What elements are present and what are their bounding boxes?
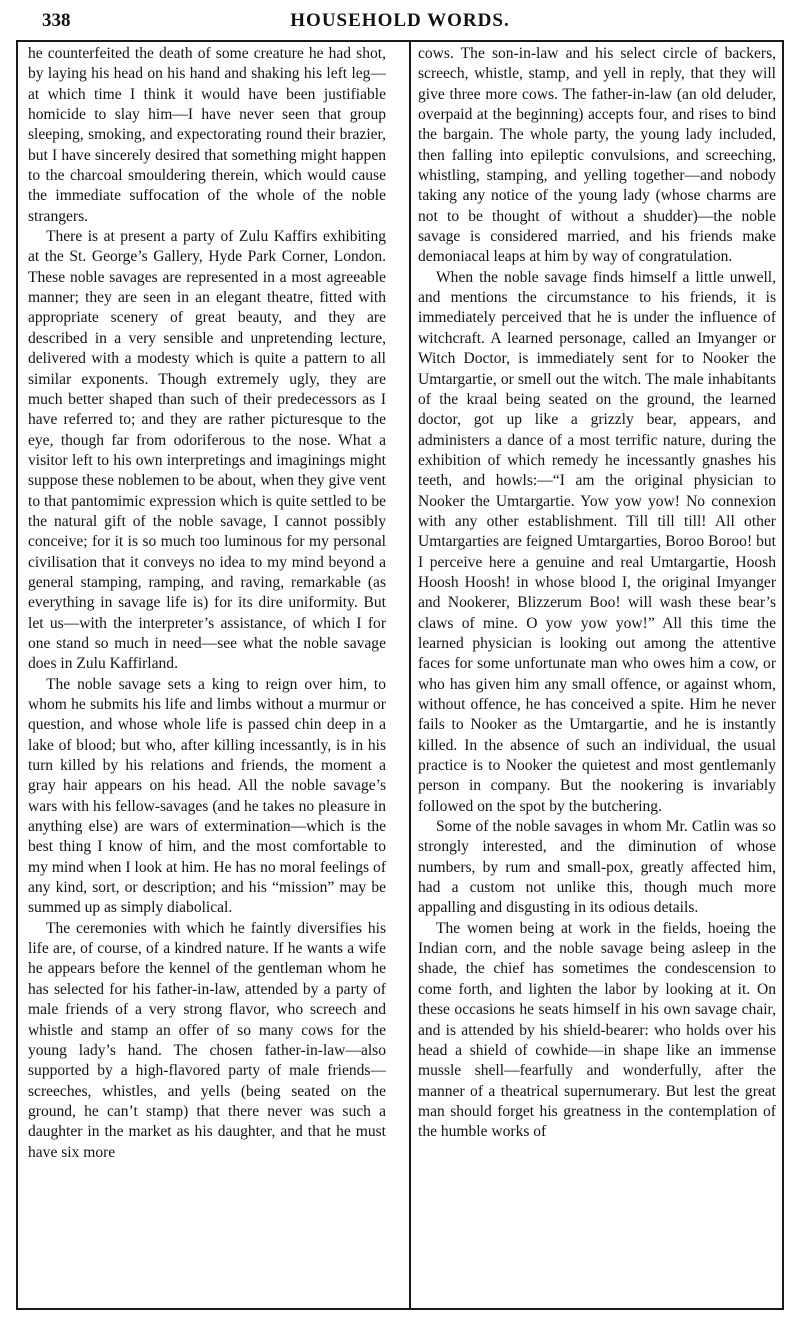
paragraph: Some of the noble savages in whom Mr. Catlin was so strongly interested, and the diminution of whose numbers, by rum and small-pox, greatly affected him, had a custom not unlike this, though much more appalling and disgusting in its odious details. xyxy=(418,818,776,917)
paragraph: The women being at work in the fields, hoeing the Indian corn, and the noble savage being asleep in the shade, the chief has sometimes the condescension to come forth, and lighten the labor by looking at it. On these occasions he seats himself in his own savage chair, and is attended by his shield-bearer: who holds over his head a shield of cowhide—in shape like an immense mussle shell—fearfully and wonderfully, after the manner of a theatrical supernumerary. But lest the great man should forget his greatness in the contemplation of the humble works of xyxy=(418,919,776,1141)
right-column xyxy=(418,44,776,1302)
page-number: 338 xyxy=(42,10,71,31)
left-column xyxy=(28,44,386,1302)
paragraph: The ceremonies with which he faintly diversifies his life are, of course, of a kindred nature. If he wants a wife he appears before the kennel of the gentleman whom he has selected for his father-in-law, attended by a party of male friends of a very strong flavor, who screech and whistle and stamp an offer of so many cows for the young lady’s hand. The chosen father-in-law—also supported by a high-flavored party of male friends—screeches, whistles, and yells (being seated on the ground, he can’t stamp) that there never was such a daughter in the market as his daughter, and that he must have six more xyxy=(28,919,386,1161)
page-header xyxy=(16,0,784,40)
running-title: HOUSEHOLD WORDS. xyxy=(290,10,510,31)
paragraph: cows. The son-in-law and his select circle of backers, screech, whistle, stamp, and yell in reply, that they will give three more cows. The father-in-law (an old deluder, overpaid at the beginning) accepts four, and rises to bind the bargain. The whole party, the young lady included, then falling into epileptic convulsions, and screeching, whistling, stamping, and yelling together—and nobody taking any notice of the young lady (whose charms are not to be thought of without a shudder)—the noble savage is considered married, and his friends make demoniacal leaps at him by way of congratulation. xyxy=(418,45,776,266)
paragraph: he counterfeited the death of some creature he had shot, by laying his head on his hand and shaking his left leg—at which time I think it would have been justifiable homicide to slay him—I have never seen that group sleeping, smoking, and expectorating round their brazier, but I have sincerely desired that something might happen to the charcoal smouldering therein, which would cause the immediate suffocation of the whole of the noble strangers. xyxy=(28,45,386,225)
paragraph: When the noble savage finds himself a little unwell, and mentions the circumstance to his friends, it is immediately perceived that he is under the influence of witchcraft. A learned personage, called an Imyanger or Witch Doctor, is immediately sent for to Nooker the Umtargartie, or smell out the witch. The male inhabitants of the kraal being seated on the ground, the learned doctor, got up like a grizzly bear, appears, and administers a dance of a most terrific nature, during the exhibition of which remedy he incessantly gnashes his teeth, and howls:—“I am the original physician to Nooker the Umtargartie. Yow yow yow! No connexion with any other establishment. Till till till! All other Umtargarties are feigned Umtargarties, Boroo Boroo! but I perceive here a genuine and real Umtargartie, Hoosh Hoosh Hoosh! in whose blood I, the original Imyanger and Nookerer, Blizzerum Boo! will wash these bear’s claws of mine. O yow yow yow!” All this time the learned physician is looking out among the attentive faces for some unfortunate man who owes him a cow, or who has given him any small offence, or against whom, without offence, he has conceived a spite. Him he never fails to Nooker as the Umtargartie, and he is instantly killed. In the absence of such an individual, the usual practice is to Nooker the quietest and most gentlemanly person in company. But the nookering is invariably followed on the spot by the butchering. xyxy=(418,268,776,815)
paragraph: There is at present a party of Zulu Kaffirs exhibiting at the St. George’s Gallery, Hyde Park Corner, London. These noble savages are represented in a most agreeable manner; they are seen in an elegant theatre, fitted with appropriate scenery of great beauty, and they are described in a very sensible and unpretending lecture, delivered with a modesty which is quite a pattern to all similar exponents. Though extremely ugly, they are much better shaped than such of their predecessors as I have referred to; and they are rather picturesque to the eye, though far from odoriferous to the nose. What a visitor left to his own interpretings and imaginings might suppose these noblemen to be about, when they give vent to that pantomimic expression which is quite settled to be the natural gift of the noble savage, I cannot possibly conceive; for it is so much too luminous for my personal civilisation that it conveys no idea to my mind beyond a general stamping, ramping, and raving, remarkable (as everything in savage life is) for its dire uniformity. But let us—with the interpreter’s assistance, of which I for one stand so much in need—see what the noble savage does in Zulu Kaffirland. xyxy=(28,228,386,673)
page-frame xyxy=(16,40,784,1310)
paragraph: The noble savage sets a king to reign over him, to whom he submits his life and limbs without a murmur or question, and whose whole life is passed chin deep in a lake of blood; but who, after killing incessantly, is in his turn killed by his relations and friends, the moment a gray hair appears on his head. All the noble savage’s wars with his fellow-savages (and he takes no pleasure in anything else) are wars of extermination—which is the best thing I know of him, and the most comfortable to my mind when I look at him. He has no moral feelings of any kind, sort, or description; and his “mission” may be summed up as simply diabolical. xyxy=(28,675,386,917)
column-divider xyxy=(409,42,411,1308)
